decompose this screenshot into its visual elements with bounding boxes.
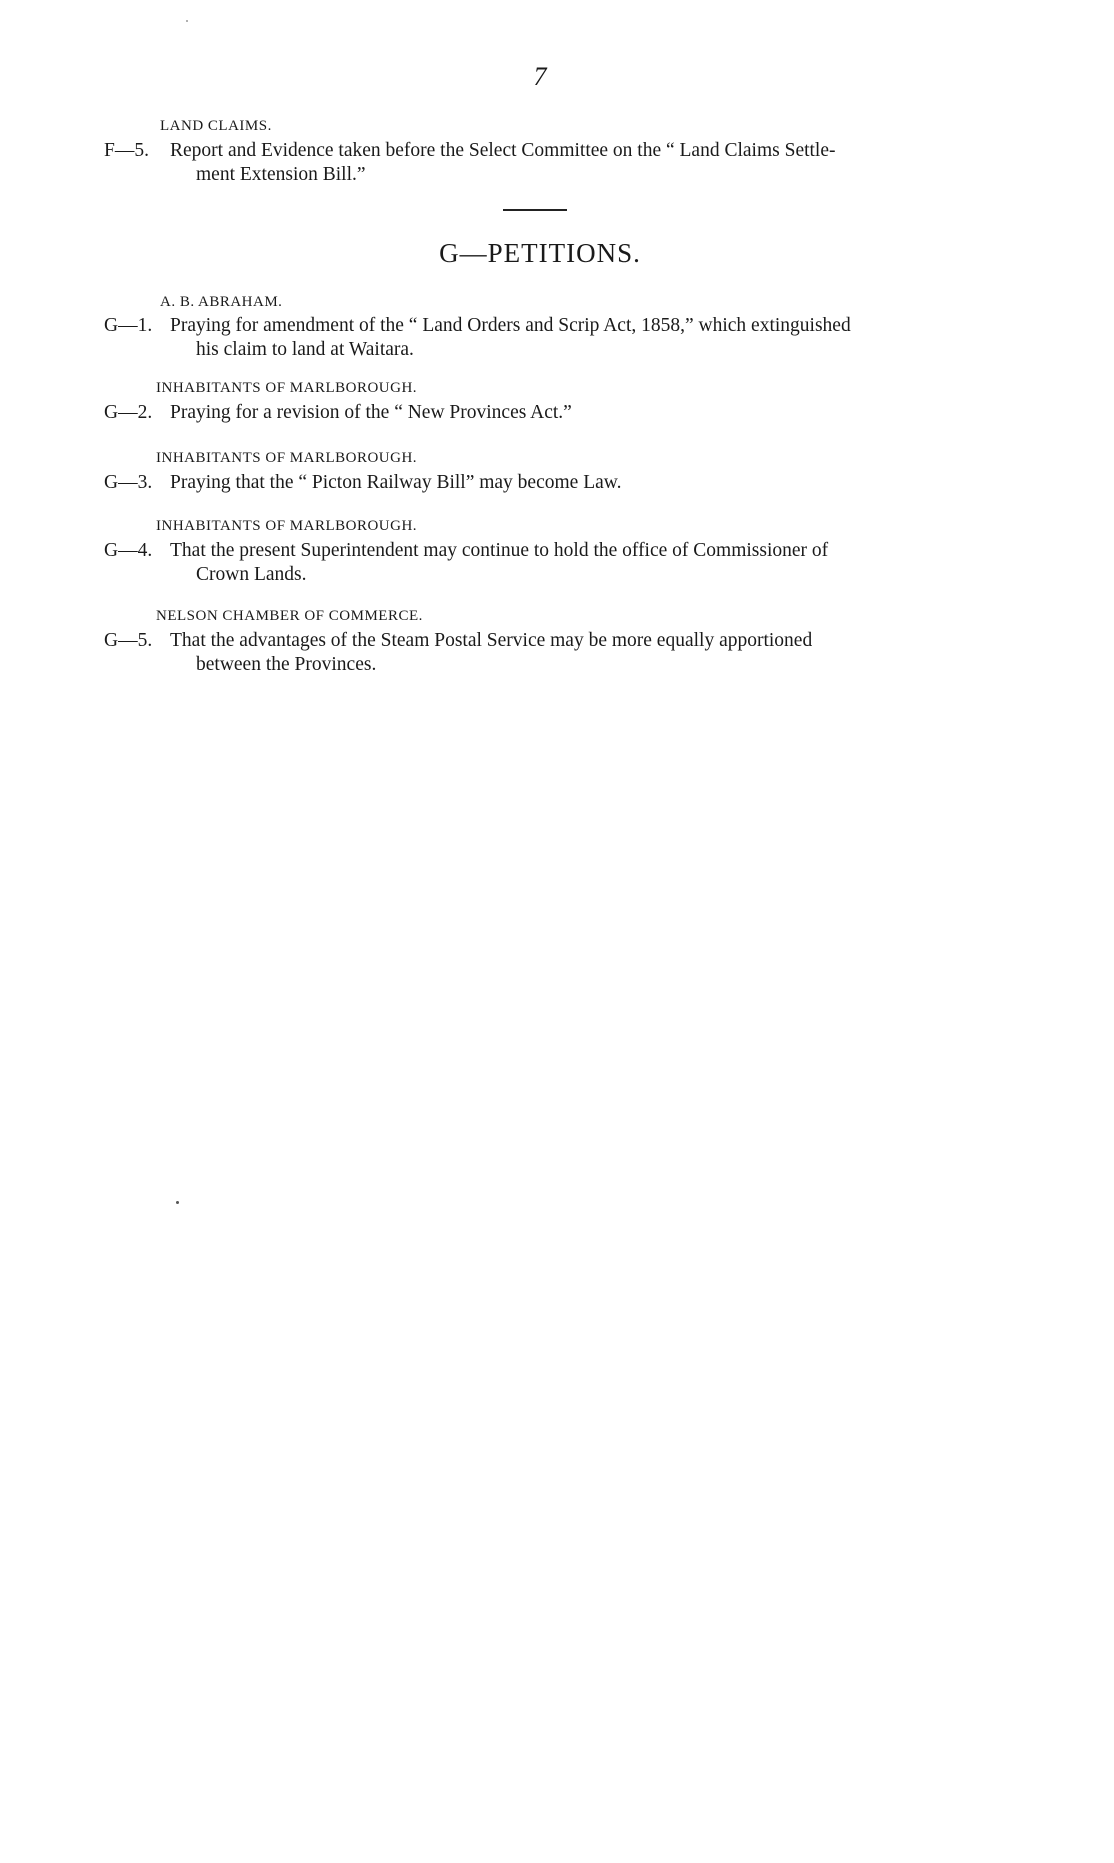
entry-code: G—4.	[104, 540, 153, 561]
entry-g-2	[104, 401, 964, 425]
entry-text-line2: ment Extension Bill.”	[196, 164, 366, 185]
entry-heading-g-5: NELSON CHAMBER OF COMMERCE.	[156, 608, 423, 624]
entry-code: G—2.	[104, 402, 153, 423]
entry-heading-g-3: INHABITANTS OF MARLBOROUGH.	[156, 450, 418, 466]
section-divider	[503, 209, 567, 211]
entry-g-1	[104, 314, 964, 362]
entry-heading-g-2: INHABITANTS OF MARLBOROUGH.	[156, 380, 418, 396]
entry-text-line1: That the present Superintendent may continue to hold the office of Commissioner of	[170, 540, 829, 561]
entry-code: G—5.	[104, 630, 153, 651]
entry-text-line2: Crown Lands.	[196, 564, 307, 585]
entry-g-4	[104, 539, 964, 587]
entry-text-line2: between the Provinces.	[196, 654, 377, 675]
page-number: 7	[533, 62, 547, 91]
entry-text-line1: That the advantages of the Steam Postal Service may be more equally apportioned	[170, 630, 813, 651]
section-title: G—PETITIONS.	[439, 238, 641, 268]
entry-code: G—1.	[104, 315, 153, 336]
scan-speck	[176, 1201, 179, 1204]
entry-text-line2: his claim to land at Waitara.	[196, 339, 414, 360]
land-claims-heading: LAND CLAIMS.	[160, 118, 272, 134]
entry-code: F—5.	[104, 140, 149, 161]
entry-g-3	[104, 471, 964, 495]
entry-code: G—3.	[104, 472, 153, 493]
entry-heading-g-1: A. B. ABRAHAM.	[160, 294, 283, 310]
entry-text-line1: Praying for a revision of the “ New Provinces Act.”	[170, 402, 572, 423]
entry-f-5	[104, 139, 964, 187]
entry-text-line1: Praying for amendment of the “ Land Orders and Scrip Act, 1858,” which extinguished	[170, 315, 851, 336]
scan-speck	[186, 20, 188, 22]
entry-g-5	[104, 629, 964, 677]
entry-text-line1: Praying that the “ Picton Railway Bill” may become Law.	[170, 472, 622, 493]
entry-text-line1: Report and Evidence taken before the Select Committee on the “ Land Claims Settle-	[170, 140, 836, 161]
entry-heading-g-4: INHABITANTS OF MARLBOROUGH.	[156, 518, 418, 534]
